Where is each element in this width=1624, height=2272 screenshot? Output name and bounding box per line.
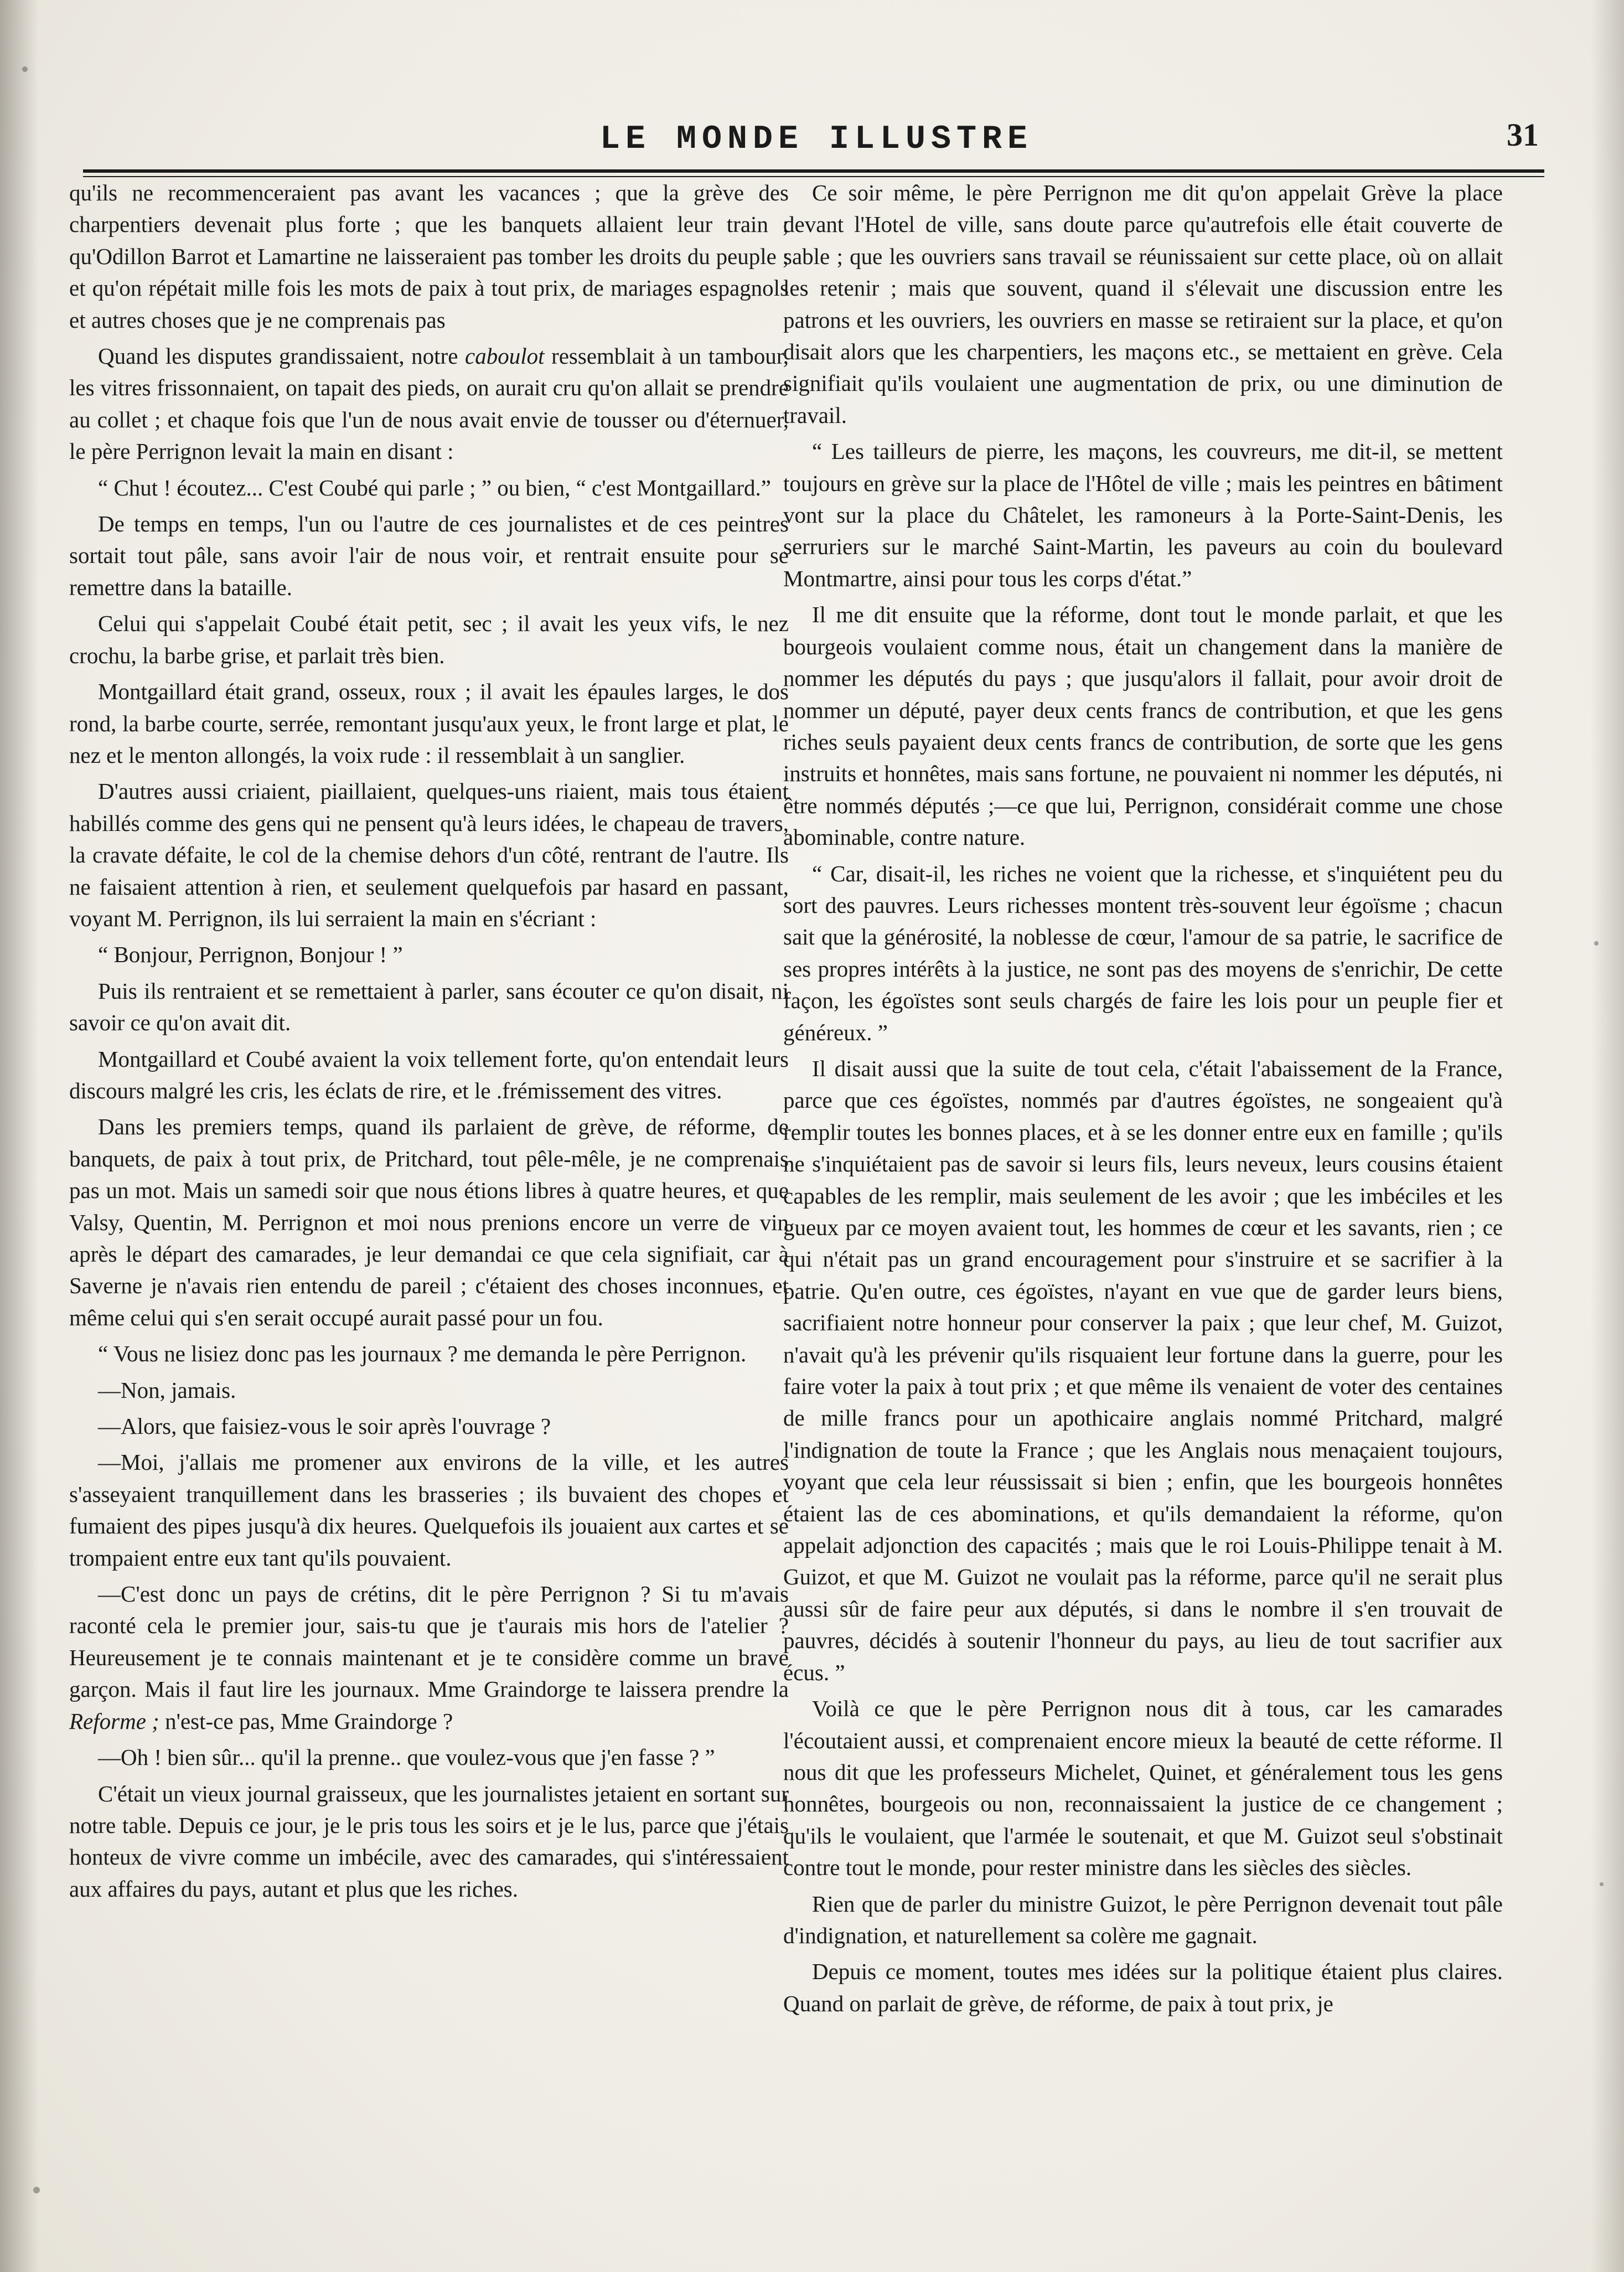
paragraph: —Alors, que faisiez-vous le soir après l'ouvrage ? <box>98 1413 551 1439</box>
paragraph: Celui qui s'appelait Coubé était petit, sec ; il avait les yeux vifs, le nez crochu, la barbe grise, et parlait très bien. <box>69 611 789 668</box>
paragraph: Quand les disputes grandissaient, notre caboulot ressemblait à un tambour, les vitres frissonnaient, on tapait des pieds, on aurait cru qu'on allait se prendre au collet ; et chaque fois que l'un de nous avait envie de tousser ou d'éternuer, le père Perrignon levait la main en disant : <box>69 343 789 464</box>
paragraph: “ Bonjour, Perrignon, Bonjour ! ” <box>98 942 403 968</box>
paragraph: Dans les premiers temps, quand ils parlaient de grève, de réforme, de banquets, de paix à tout prix, de Pritchard, tout pêle-mêle, je ne comprenais pas un mot. Mais un samedi soir que nous étions libres à quatre heures, et que Valsy, Quentin, M. Perrignon et moi nous prenions encore un verre de vin après le départ des camarades, je leur demandai ce que cela signifiait, car à Saverne je n'avais rien entendu de pareil ; c'étaient des choses inconnues, et même celui qui s'en serait occupé aurait passé pour un fou. <box>69 1114 789 1330</box>
print-speck <box>1600 1882 1604 1886</box>
paragraph: C'était un vieux journal graisseux, que les journalistes jetaient en sortant sur notre table. Depuis ce jour, je le pris tous les soirs et je le lus, parce que j'étais honteux de vivre comme un imbécile, avec des camarades, qui s'intéressaient aux affaires du pays, autant et plus que les riches. <box>69 1780 789 1902</box>
header-rule-thick <box>83 169 1544 173</box>
print-speck <box>22 66 28 72</box>
print-speck <box>1594 941 1599 946</box>
emphasis: caboulot <box>465 343 545 369</box>
paragraph: “ Car, disait-il, les riches ne voient que la richesse, et s'inquiétent peu du sort des pauvres. Leurs richesses montent très-souvent leur égoïsme ; chacun sait que la générosité, la noblesse de cœur, l'amour de sa patrie, le sacrifice de ses propres intérêts à la justice, ne sont pas des moyens de s'enrichir, De cette façon, les égoïstes sont seuls chargés de faire les lois pour un peuple fier et généreux. ” <box>783 860 1503 1045</box>
paragraph: Ce soir même, le père Perrignon me dit qu'on appelait Grève la place devant l'Hotel de ville, sans doute parce qu'autrefois elle était couverte de sable ; que les ouvriers sans travail se réunissaient sur cette place, où on allait les retenir ; mais que souvent, quand il s'élevait une discussion entre les patrons et les ouvriers, les ouvriers en masse se retiraient sur la place, et qu'on disait alors que les charpentiers, les maçons etc., se mettaient en grève. Cela signifiait qu'ils voulaient une augmentation de prix, ou une diminution de travail. <box>783 180 1503 428</box>
left-column <box>69 177 789 1909</box>
paragraph: D'autres aussi criaient, piaillaient, quelques-uns riaient, mais tous étaient habillés comme des gens qui ne pensent qu'à leurs idées, le chapeau de travers, la cravate défaite, le col de la chemise dehors d'un côté, rentrant de l'autre. Ils ne faisaient attention à rien, et seulement quelquefois par hasard en passant, voyant M. Perrignon, ils lui serraient la main en s'écriant : <box>69 778 789 931</box>
paragraph: —Oh ! bien sûr... qu'il la prenne.. que voulez-vous que j'en fasse ? ” <box>98 1744 715 1770</box>
emphasis: Reforme ; <box>69 1708 159 1734</box>
paragraph: Puis ils rentraient et se remettaient à parler, sans écouter ce qu'on disait, ni savoir ce qu'on avait dit. <box>69 978 789 1036</box>
paragraph: Il disait aussi que la suite de tout cela, c'était l'abaissement de la France, parce que ces égoïstes, nommés par d'autres égoïstes, ne songeaient qu'à remplir toutes les bonnes places, et à se les donner entre eux en famille ; qu'ils ne s'inquiétaient pas de savoir si leurs fils, leurs neveux, leurs cousins étaient capables de les remplir, mais seulement de les avoir ; que les imbéciles et les gueux par ce moyen avaient tout, les hommes de cœur et les savants, rien ; ce qui n'était pas un grand encouragement pour s'instruire et se sacrifier à la patrie. Qu'en outre, ces égoïstes, n'ayant en vue que de garder leurs biens, sacrifiaient notre honneur pour conserver la paix ; que leur chef, M. Guizot, n'avait qu'à les prévenir qu'ils risquaient leur fortune dans la guerre, pour les faire voter la paix à tout prix ; et que même ils venaient de voter des centaines de mille francs pour un apothicaire anglais nommé Pritchard, malgré l'indignation de toute la France ; que les Anglais nous menaçaient toujours, voyant que cela leur réussissait si bien ; enfin, que les bourgeois honnêtes étaient las de ces abominations, et qu'ils demandaient la réforme, qu'on appelait adjonction des capacités ; mais que le roi Louis-Philippe tenait à M. Guizot, et que M. Guizot ne voulait pas la réforme, parce qu'il ne serait plus aussi sûr de faire peur aux députés, si dans le nombre il s'en trouvait de pauvres, décidés à soutenir l'honneur du pays, au lieu de tout sacrifier aux écus. ” <box>783 1055 1503 1685</box>
paragraph: —C'est donc un pays de crétins, dit le père Perrignon ? Si tu m'avais raconté cela le premier jour, sais-tu que je t'aurais mis hors de l'atelier ? Heureusement je te connais maintenant et je te considère comme un brave garçon. Mais il faut lire les journaux. Mme Graindorge te laissera prendre la Reforme ; n'est-ce pas, Mme Graindorge ? <box>69 1581 789 1734</box>
paragraph: Il me dit ensuite que la réforme, dont tout le monde parlait, et que les bourgeois voulaient comme nous, était un changement dans la manière de nommer les députés du pays ; que jusqu'alors il fallait, pour avoir droit de nommer un député, payer deux cents francs de contribution, et que les gens riches seuls payaient deux cents francs de contribution, de sorte que les gens instruits et honnêtes, mais sans fortune, ne pouvaient ni nommer les députés, ni être nommés députés ;—ce que lui, Perrignon, considérait comme une chose abominable, contre nature. <box>783 602 1503 850</box>
page-edge-shadow-right <box>1591 0 1624 2272</box>
paragraph: —Moi, j'allais me promener aux environs de la ville, et les autres s'asseyaient tranquillement dans les brasseries ; ils buvaient des chopes et fumaient des pipes jusqu'à dix heures. Quelquefois ils jouaient aux cartes et se trompaient entre eux tant qu'ils pouvaient. <box>69 1449 789 1571</box>
paragraph: Voilà ce que le père Perrignon nous dit à tous, car les camarades l'écoutaient aussi, et comprenaient encore mieux la beauté de cette réforme. Il nous dit que les professeurs Michelet, Quinet, et généralement tous les gens honnêtes, bourgeois ou non, reconnaissaient la justice de ce changement ; qu'ils le voulaient, que l'armée le soutenait, et que M. Guizot seul s'obstinait contre tout le monde, pour rester ministre dans les siècles des siècles. <box>783 1696 1503 1881</box>
right-column <box>783 177 1503 2024</box>
paragraph: Rien que de parler du ministre Guizot, le père Perrignon devenait tout pâle d'indignation, et naturellement sa colère me gagnait. <box>783 1891 1503 1948</box>
paragraph: De temps en temps, l'un ou l'autre de ces journalistes et de ces peintres sortait tout pâle, sans avoir l'air de nous voir, et rentrait ensuite pour se remettre dans la bataille. <box>69 511 789 600</box>
print-speck <box>33 2187 40 2193</box>
paragraph: “ Vous ne lisiez donc pas les journaux ? me demanda le père Perrignon. <box>98 1341 747 1367</box>
page-edge-shadow-left <box>0 0 39 2272</box>
page-header <box>83 116 1550 166</box>
paragraph: qu'ils ne recommenceraient pas avant les vacances ; que la grève des charpentiers devenait plus forte ; que les banquets allaient leur train ; qu'Odillon Barrot et Lamartine ne laisseraient pas tomber les droits du peuple ; et qu'on répétait mille fois les mots de paix à tout prix, de mariages espagnols et autres choses que je ne comprenais pas <box>69 180 789 333</box>
paragraph: Montgaillard était grand, osseux, roux ; il avait les épaules larges, le dos rond, la barbe courte, serrée, remontant jusqu'aux yeux, le front large et plat, le nez et le menton allongés, la voix rude : il ressemblait à un sanglier. <box>69 679 789 768</box>
page-number: 31 <box>1507 117 1539 153</box>
paragraph: Montgaillard et Coubé avaient la voix tellement forte, qu'on entendait leurs discours malgré les cris, les éclats de rire, et le .frémissement des vitres. <box>69 1046 789 1103</box>
paragraph: “ Chut ! écoutez... C'est Coubé qui parle ; ” ou bien, “ c'est Montgaillard.” <box>98 474 771 500</box>
paragraph: Depuis ce moment, toutes mes idées sur la politique étaient plus claires. Quand on parlait de grève, de réforme, de paix à tout prix, je <box>783 1959 1503 2016</box>
paragraph: “ Les tailleurs de pierre, les maçons, les couvreurs, me dit-il, se mettent toujours en grève sur la place de l'Hôtel de ville ; mais les peintres en bâtiment vont sur la place du Châtelet, les ramoneurs à la Porte-Saint-Denis, les serruriers sur le marché Saint-Martin, les paveurs au coin du boulevard Montmartre, ainsi pour tous les corps d'état.” <box>783 438 1503 591</box>
paragraph: —Non, jamais. <box>98 1377 236 1403</box>
masthead-title: LE MONDE ILLUSTRE <box>599 121 1033 158</box>
